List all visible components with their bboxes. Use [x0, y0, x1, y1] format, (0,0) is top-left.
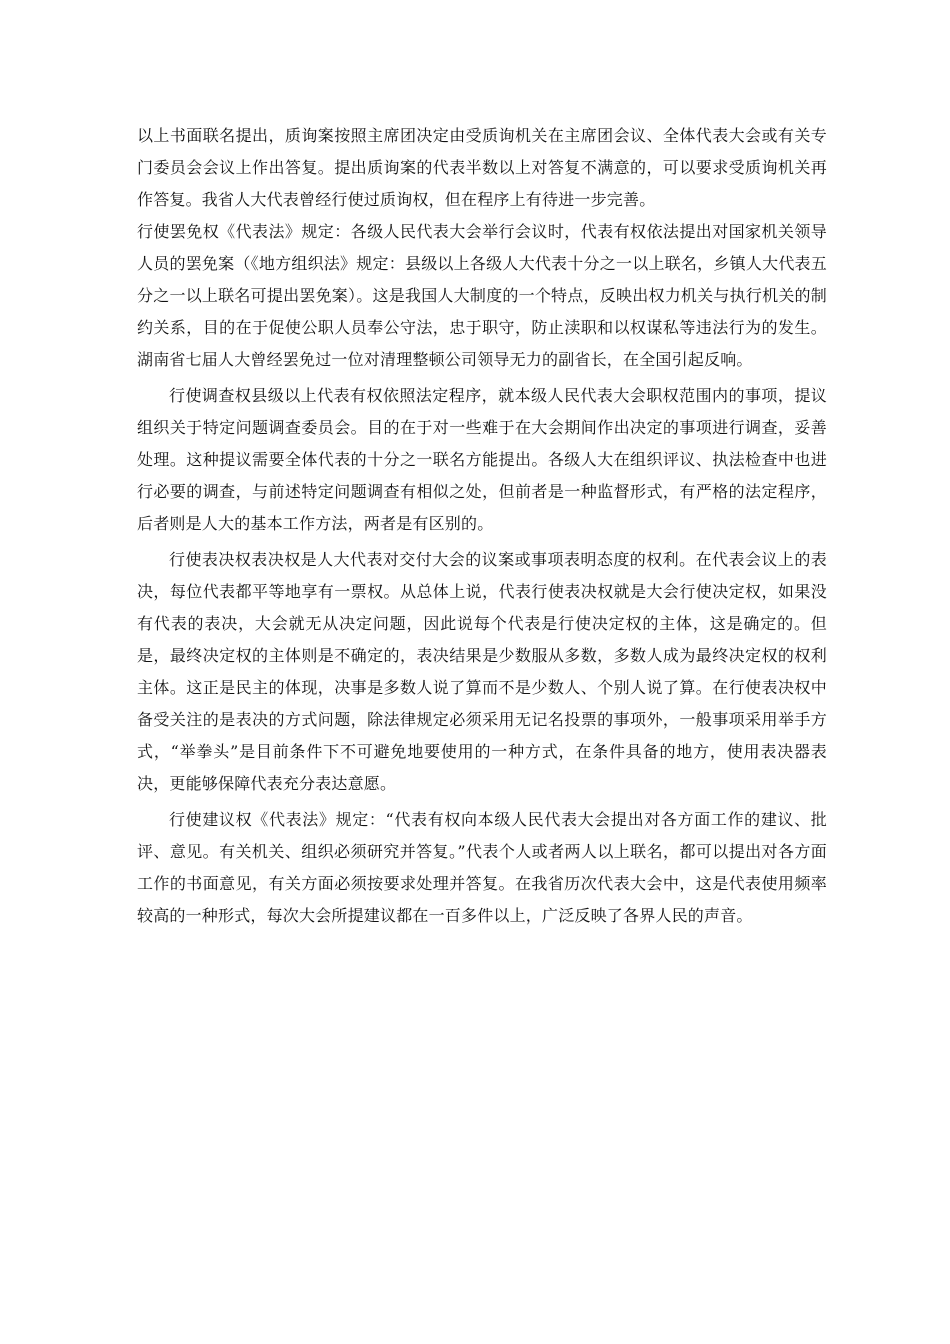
paragraph-inquiry-continued: 以上书面联名提出，质询案按照主席团决定由受质询机关在主席团会议、全体代表大会或有关专门委员会会议上作出答复。提出质询案的代表半数以上对答复不满意的，可以要求受质询机关再作答复。我省人大代表曾经行使过质询权，但在程序上有待进一步完善。 — [137, 126, 827, 209]
paragraph-suggestion-right: 行使建议权《代表法》规定：“代表有权向本级人民代表大会提出对各方面工作的建议、批评、意见。有关机关、组织必须研究并答复。”代表个人或者两人以上联名，都可以提出对各方面工作的书面意见，有关方面必须按要求处理并答复。在我省历次代表大会中，这是代表使用频率较高的一种形式，每次大会所提建议都在一百多件以上，广泛反映了各界人民的声音。 — [137, 810, 827, 925]
paragraph-voting-right: 行使表决权表决权是人大代表对交付大会的议案或事项表明态度的权利。在代表会议上的表决，每位代表都平等地享有一票权。从总体上说，代表行使表决权就是大会行使决定权，如果没有代表的表决，大会就无从决定问题，因此说每个代表是行使决定权的主体，这是确定的。但是，最终决定权的主体则是不确定的，表决结果是少数服从多数，多数人成为最终决定权的权利主体。这正是民主的体现，决事是多数人说了算而不是少数人、个别人说了算。在行使表决权中备受关注的是表决的方式问题，除法律规定必须采用无记名投票的事项外，一般事项采用举手方式，“举拳头”是目前条件下不可避免地要使用的一种方式，在条件具备的地方，使用表决器表决，更能够保障代表充分表达意愿。 — [137, 550, 827, 793]
paragraph-recall-right: 行使罢免权《代表法》规定：各级人民代表大会举行会议时，代表有权依法提出对国家机关领导人员的罢免案（《地方组织法》规定：县级以上各级人大代表十分之一以上联名，乡镇人大代表五分之一以上联名可提出罢免案）。这是我国人大制度的一个特点，反映出权力机关与执行机关的制约关系，目的在于促使公职人员奉公守法，忠于职守，防止渎职和以权谋私等违法行为的发生。湖南省七届人大曾经罢免过一位对清理整顿公司领导无力的副省长，在全国引起反响。 — [137, 222, 827, 369]
document-body — [137, 120, 827, 932]
paragraph-investigation-right: 行使调查权县级以上代表有权依照法定程序，就本级人民代表大会职权范围内的事项，提议组织关于特定问题调查委员会。目的在于对一些难于在大会期间作出决定的事项进行调查，妥善处理。这种提议需要全体代表的十分之一联名方能提出。各级人大在组织评议、执法检查中也进行必要的调查，与前述特定问题调查有相似之处，但前者是一种监督形式，有严格的法定程序，后者则是人大的基本工作方法，两者是有区别的。 — [137, 386, 827, 533]
